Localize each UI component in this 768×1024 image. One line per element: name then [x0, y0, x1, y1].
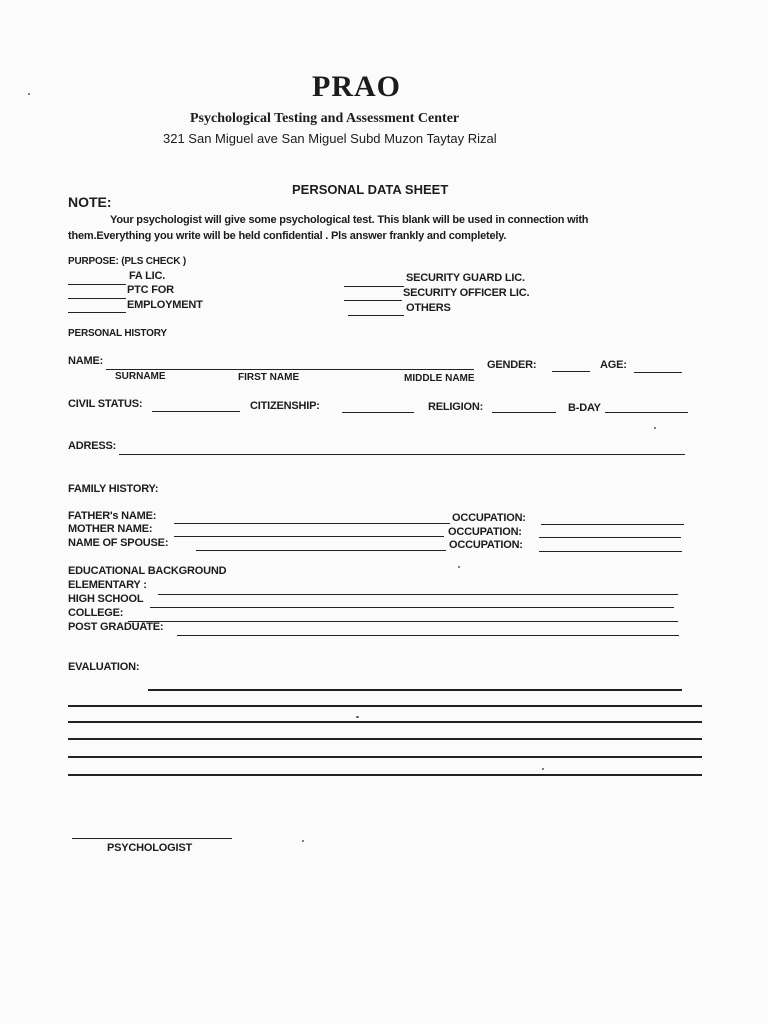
center-name: Psychological Testing and Assessment Center: [190, 111, 460, 126]
purpose-option-ptc: PTC FOR: [127, 284, 174, 296]
elementary-field[interactable]: [158, 594, 678, 595]
elementary-label: ELEMENTARY :: [68, 579, 147, 591]
spouse-occupation-field[interactable]: [539, 551, 682, 552]
evaluation-line[interactable]: [68, 756, 702, 758]
spouse-name-label: NAME OF SPOUSE:: [68, 537, 169, 549]
citizenship-field[interactable]: [342, 412, 414, 413]
note-heading: NOTE:: [68, 194, 112, 210]
evaluation-heading: EVALUATION:: [68, 661, 140, 673]
civil-status-field[interactable]: [152, 411, 240, 412]
purpose-option-security-officer: SECURITY OFFICER LIC.: [403, 287, 530, 299]
purpose-check-blank[interactable]: [348, 315, 404, 316]
age-field[interactable]: [634, 372, 682, 373]
purpose-option-others: OTHERS: [406, 302, 451, 314]
middle-name-caption: MIDDLE NAME: [404, 373, 475, 384]
scan-speck: [302, 840, 304, 842]
family-history-heading: FAMILY HISTORY:: [68, 483, 159, 495]
spouse-occupation-label: OCCUPATION:: [449, 539, 523, 551]
note-line-2: them.Everything you write will be held confidential . Pls answer frankly and completely.: [68, 230, 507, 242]
college-label: COLLEGE:: [68, 607, 124, 619]
college-field[interactable]: [128, 621, 678, 622]
mother-name-field[interactable]: [174, 536, 444, 537]
scan-speck: [542, 768, 544, 770]
evaluation-line[interactable]: [68, 705, 702, 707]
name-label: NAME:: [68, 355, 104, 367]
bday-field[interactable]: [605, 412, 688, 413]
spouse-name-field[interactable]: [196, 550, 446, 551]
psychologist-signature-line[interactable]: [72, 838, 232, 839]
psychologist-label: PSYCHOLOGIST: [107, 842, 192, 854]
scan-speck: [356, 716, 359, 718]
surname-caption: SURNAME: [115, 371, 166, 382]
mother-name-label: MOTHER NAME:: [68, 523, 153, 535]
purpose-option-fa-lic: FA LIC.: [129, 270, 166, 282]
scan-speck: [28, 93, 30, 95]
father-name-label: FATHER's NAME:: [68, 510, 157, 522]
evaluation-line[interactable]: [68, 721, 702, 723]
purpose-heading: PURPOSE: (PLS CHECK ): [68, 256, 187, 267]
age-label: AGE:: [600, 359, 627, 371]
father-occupation-field[interactable]: [541, 524, 684, 525]
civil-status-label: CIVIL STATUS:: [68, 398, 143, 410]
education-heading: EDUCATIONAL BACKGROUND: [68, 565, 227, 577]
evaluation-line[interactable]: [148, 689, 682, 691]
scan-speck: [458, 566, 460, 568]
father-occupation-label: OCCUPATION:: [452, 512, 526, 524]
purpose-option-employment: EMPLOYMENT: [127, 299, 203, 311]
note-line-1: Your psychologist will give some psychological test. This blank will be used in connection with: [110, 214, 589, 226]
evaluation-line[interactable]: [68, 738, 702, 740]
high-school-field[interactable]: [150, 607, 674, 608]
gender-field[interactable]: [552, 371, 590, 372]
purpose-check-blank[interactable]: [344, 300, 402, 301]
purpose-check-blank[interactable]: [68, 284, 126, 285]
high-school-label: HIGH SCHOOL: [68, 593, 144, 605]
post-graduate-field[interactable]: [177, 635, 679, 636]
form-title: PERSONAL DATA SHEET: [292, 182, 449, 197]
gender-label: GENDER:: [487, 359, 537, 371]
religion-label: RELIGION:: [428, 401, 484, 413]
purpose-check-blank[interactable]: [344, 286, 404, 287]
address-field[interactable]: [119, 454, 685, 455]
center-address: 321 San Miguel ave San Miguel Subd Muzon Taytay Rizal: [163, 131, 497, 146]
citizenship-label: CITIZENSHIP:: [250, 400, 320, 412]
father-name-field[interactable]: [174, 523, 450, 524]
bday-label: B-DAY: [568, 402, 601, 414]
religion-field[interactable]: [492, 412, 556, 413]
mother-occupation-field[interactable]: [539, 537, 681, 538]
first-name-caption: FIRST NAME: [238, 372, 300, 383]
mother-occupation-label: OCCUPATION:: [448, 526, 522, 538]
purpose-option-security-guard: SECURITY GUARD LIC.: [406, 272, 525, 284]
personal-history-heading: PERSONAL HISTORY: [68, 328, 167, 339]
scan-speck: [654, 427, 656, 429]
purpose-check-blank[interactable]: [68, 298, 126, 299]
name-field[interactable]: [106, 369, 474, 370]
purpose-check-blank[interactable]: [68, 312, 126, 313]
org-title: PRAO: [312, 70, 401, 103]
address-label: ADRESS:: [68, 440, 117, 452]
evaluation-line[interactable]: [68, 774, 702, 776]
post-graduate-label: POST GRADUATE:: [68, 621, 164, 633]
